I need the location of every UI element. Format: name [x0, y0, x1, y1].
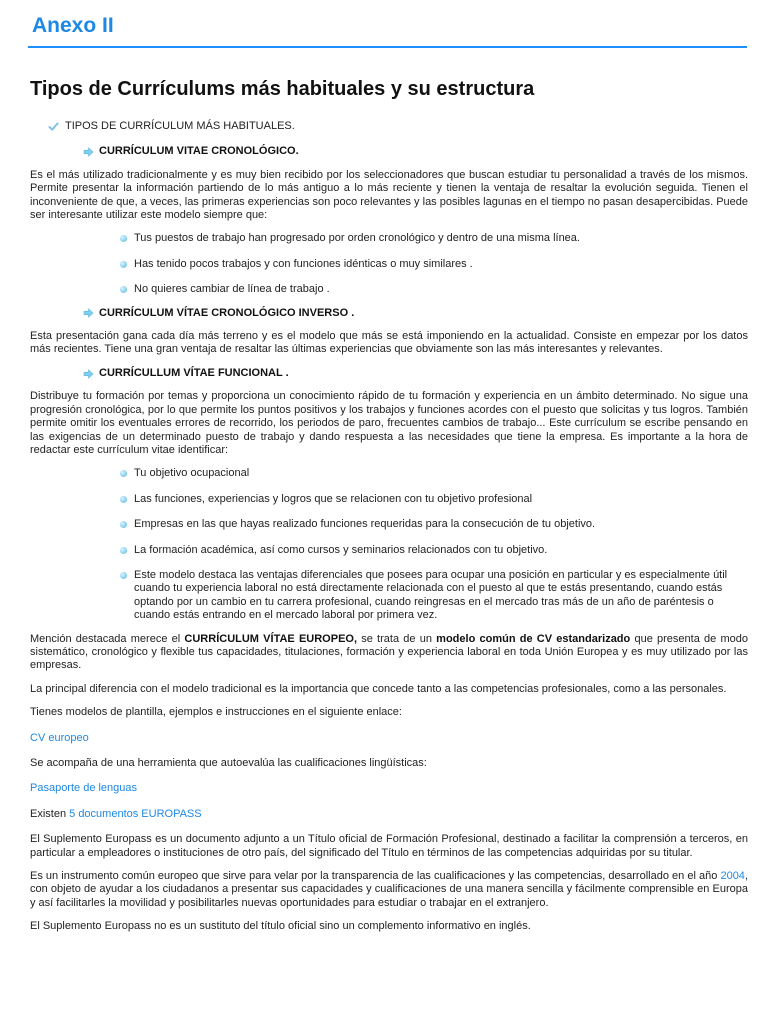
paragraph-sustituto: El Suplemento Europass no es un sustituto del título oficial sino un complemento informativo en inglés.: [30, 920, 531, 933]
cv-europeo-link[interactable]: CV europeo: [30, 731, 89, 744]
link-line-pasaporte: [30, 782, 748, 795]
bold-cv-europeo: CURRÍCULUM VÍTAE EUROPEO,: [184, 632, 358, 645]
intro-check-label: TIPOS DE CURRÍCULUM MÁS HABITUALES.: [65, 120, 295, 132]
list-item-text: Empresas en las que hayas realizado funciones requeridas para la consecución de tu objetivo.: [134, 518, 596, 531]
bold-modelo-comun: modelo común de CV estandarizado: [436, 632, 631, 645]
bullet-icon: [120, 261, 127, 268]
text-span: Mención destacada merece el: [30, 632, 185, 645]
paragraph-modelos: Tienes modelos de plantilla, ejemplos e instrucciones en el siguiente enlace:: [30, 706, 402, 719]
list-item: [120, 569, 748, 623]
link-line-cv: [30, 732, 748, 745]
bullet-icon: [120, 470, 127, 477]
bullet-icon: [120, 547, 127, 554]
text-span: que presenta de modo sistemático, cronológico y flexible tus capacidades, titulaciones, formación y experiencia laboral en toda Unión Europea y es muy utilizado por las empresas.: [30, 632, 748, 672]
paragraph-suplemento: El Suplemento Europass es un documento adjunto a un Título oficial de Formación Profesional, destinado a facilitar la comprensión a terceros, en particular a empleadores o instituciones de otro país, del significado del Título en términos de las competencias adquiridas por su titular.: [30, 833, 748, 859]
list-item-text: No quieres cambiar de línea de trabajo .: [134, 283, 330, 296]
bullet-icon: [120, 235, 127, 242]
list-item-text: La formación académica, así como cursos y seminarios relacionados con tu objetivo.: [134, 543, 548, 556]
section-heading-inverso: [83, 307, 748, 320]
section-heading-label: CURRÍCULUM VÍTAE CRONOLÓGICO INVERSO .: [99, 306, 355, 319]
year-2004-link[interactable]: 2004: [720, 870, 745, 883]
text-span: Existen: [30, 807, 70, 820]
paragraph-herramienta: Se acompaña de una herramienta que autoevalúa las cualificaciones lingüísticas:: [30, 757, 427, 769]
page-title: Tipos de Currículums más habituales y su estructura: [30, 78, 535, 100]
paragraph-instrumento: [30, 870, 748, 910]
list-item-text: Tus puestos de trabajo han progresado por orden cronológico y dentro de una misma línea.: [134, 232, 580, 245]
section-heading-cronologico: [83, 145, 748, 158]
bullet-icon: [120, 572, 127, 579]
list-item-text: Has tenido pocos trabajos y con funciones idénticas o muy similares .: [134, 257, 473, 270]
list-item: [120, 493, 748, 506]
annex-header: [28, 12, 747, 48]
bullet-icon: [120, 496, 127, 503]
list-item: [120, 232, 748, 245]
list-item: [120, 544, 748, 557]
list-item: [120, 258, 748, 271]
section-heading-label: CURRÍCULUM VITAE CRONOLÓGICO.: [99, 145, 299, 158]
arrow-right-icon: [83, 369, 94, 379]
list-item-text: Este modelo destaca las ventajas diferenciales que posees para ocupar una posición en particular y es especialmente útil cuando tu experiencia laboral no está directamente relacionada con el puesto al que te estás presentando, cuando estás optando por un cambio en tu carrera profesional, cuando reingresas en el mercado tras más de un año de paréntesis o cuando estás entrando en el mercado laboral por primera vez.: [134, 568, 728, 622]
arrow-right-icon: [83, 147, 94, 157]
intro-check-item: [48, 120, 748, 133]
paragraph-inverso: Esta presentación gana cada día más terreno y es el modelo que más se está imponiendo en la actualidad. Consiste en empezar por los datos más recientes. Tiene una gran ventaja de resaltar las últimas experiencias que obviamente son las más interesantes y relevantes.: [30, 330, 748, 356]
list-item-text: Tu objetivo ocupacional: [134, 467, 250, 480]
pasaporte-lenguas-link[interactable]: Pasaporte de lenguas: [30, 782, 138, 795]
list-item-text: Las funciones, experiencias y logros que se relacionen con tu objetivo profesional: [134, 492, 533, 505]
checkmark-icon: [48, 121, 59, 132]
bullet-icon: [120, 521, 127, 528]
bullet-list-cronologico: [30, 232, 748, 296]
list-item: [120, 518, 748, 531]
bullet-icon: [120, 286, 127, 293]
section-heading-funcional: [83, 367, 748, 380]
text-span: , con objeto de ayudar a los ciudadanos a presentar sus capacidades y cualificaciones de una manera sencilla y fácilmente comprensible en Europa y así facilitarles la movilidad y posibilitarles nuevas oportunidades para estudiar o trabajar en el extranjero.: [30, 870, 748, 909]
paragraph-funcional: Distribuye tu formación por temas y proporciona un conocimiento rápido de tu formación y experiencia en un ámbito determinado. No sigue una progresión cronológica, por lo que permite los puntos positivos y los trabajos y funciones acordes con el puesto que solicitas y tus logros. También permite omitir los eventuales errores de recorrido, los periodos de paro, frecuentes cambios de trabajo... Este currículum se escribe pensando en las exigencias de un determinado puesto de trabajo y dando respuesta a las necesidades que tiene la empresa. Es importante a la hora de redactar este currículum vitae identificar:: [30, 390, 748, 456]
paragraph-existen: [30, 808, 748, 821]
europass-documents-link[interactable]: 5 documentos EUROPASS: [69, 807, 202, 820]
annex-title: Anexo II: [32, 14, 114, 37]
paragraph-cronologico: Es el más utilizado tradicionalmente y es muy bien recibido por los seleccionadores que buscan estudiar tu personalidad a través de los mismos. Permite presentar la información partiendo de lo más antiguo a lo más reciente y tienen la ventaja de resaltar la evolución seguida. Tienen el inconveniente de que, a veces, las primeras experiencias son poco relevantes y las posibles lagunas en el tiempo no pasan desapercibidas. Puede ser interesante utilizar este modelo siempre que:: [30, 168, 748, 222]
arrow-right-icon: [83, 308, 94, 318]
list-item: [120, 467, 748, 480]
text-span: se trata de un: [357, 632, 437, 645]
text-span: Es un instrumento común europeo que sirve para velar por la transparencia de las cualificaciones y las competencias, desarrollado en el año: [30, 870, 721, 883]
paragraph-europeo-intro: [30, 633, 748, 673]
bullet-list-funcional: [30, 467, 748, 622]
paragraph-diferencia: La principal diferencia con el modelo tradicional es la importancia que concede tanto a las competencias profesionales, como a las personales.: [30, 682, 727, 695]
list-item: [120, 283, 748, 296]
document-content: [30, 120, 748, 944]
section-heading-label: CURRÍCULLUM VÍTAE FUNCIONAL .: [99, 366, 289, 379]
